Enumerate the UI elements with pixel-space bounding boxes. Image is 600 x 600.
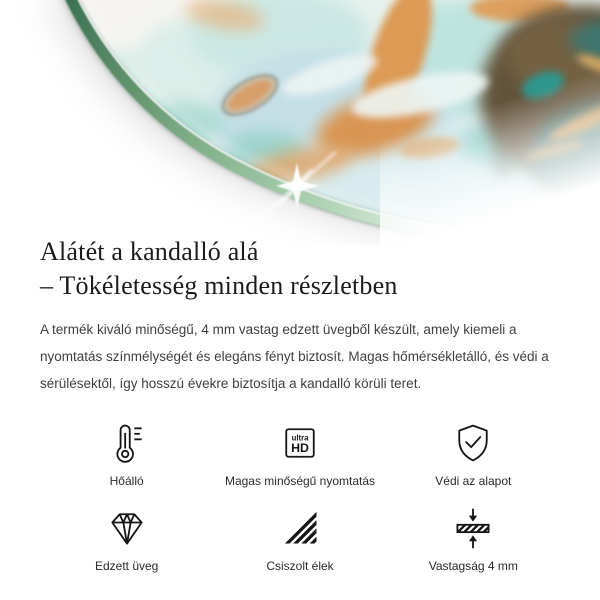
- product-description-section: [0, 235, 600, 573]
- thickness-icon: [451, 504, 495, 552]
- hero-artwork: [0, 0, 600, 245]
- product-description-text: A termék kiváló minőségű, 4 mm vastag edzett üvegből készült, amely kiemeli a nyomtatás színmélységét és elegáns fényt biztosít. Magas hőmérsékletálló, és védi a sérülésektől, így hosszú évekre biztosítja a kandalló körüli teret.: [40, 322, 549, 391]
- title-line-2: – Tökéletesség minden részletben: [40, 271, 398, 300]
- feature-thickness: [387, 504, 560, 573]
- thermometer-icon: [105, 419, 149, 467]
- svg-text:HD: HD: [291, 441, 309, 456]
- feature-label: Vastagság 4 mm: [428, 559, 518, 573]
- feature-tempered-glass: [40, 504, 213, 573]
- diamond-icon: [105, 504, 149, 552]
- page-title: [40, 235, 560, 303]
- feature-hd-print: [213, 419, 386, 488]
- feature-heat-resistant: [40, 419, 213, 488]
- svg-text:ultra: ultra: [291, 433, 309, 443]
- feature-label: Csiszolt élek: [266, 559, 334, 573]
- feature-label: Védi az alapot: [435, 474, 512, 488]
- feature-polished-edges: [213, 504, 386, 573]
- glass-hearth-pad-photo: [0, 0, 600, 245]
- feature-label: Edzett üveg: [94, 559, 159, 573]
- feature-grid: [40, 419, 560, 573]
- feature-label: Hőálló: [109, 474, 144, 488]
- white-fade: [380, 0, 600, 245]
- shield-check-icon: [451, 419, 495, 467]
- feature-label: Magas minőségű nyomtatás: [224, 474, 376, 488]
- title-line-1: Alátét a kandalló alá: [40, 237, 259, 266]
- feature-protects-base: [387, 419, 560, 488]
- polished-edge-icon: [278, 504, 322, 552]
- ultra-hd-icon: [278, 419, 322, 467]
